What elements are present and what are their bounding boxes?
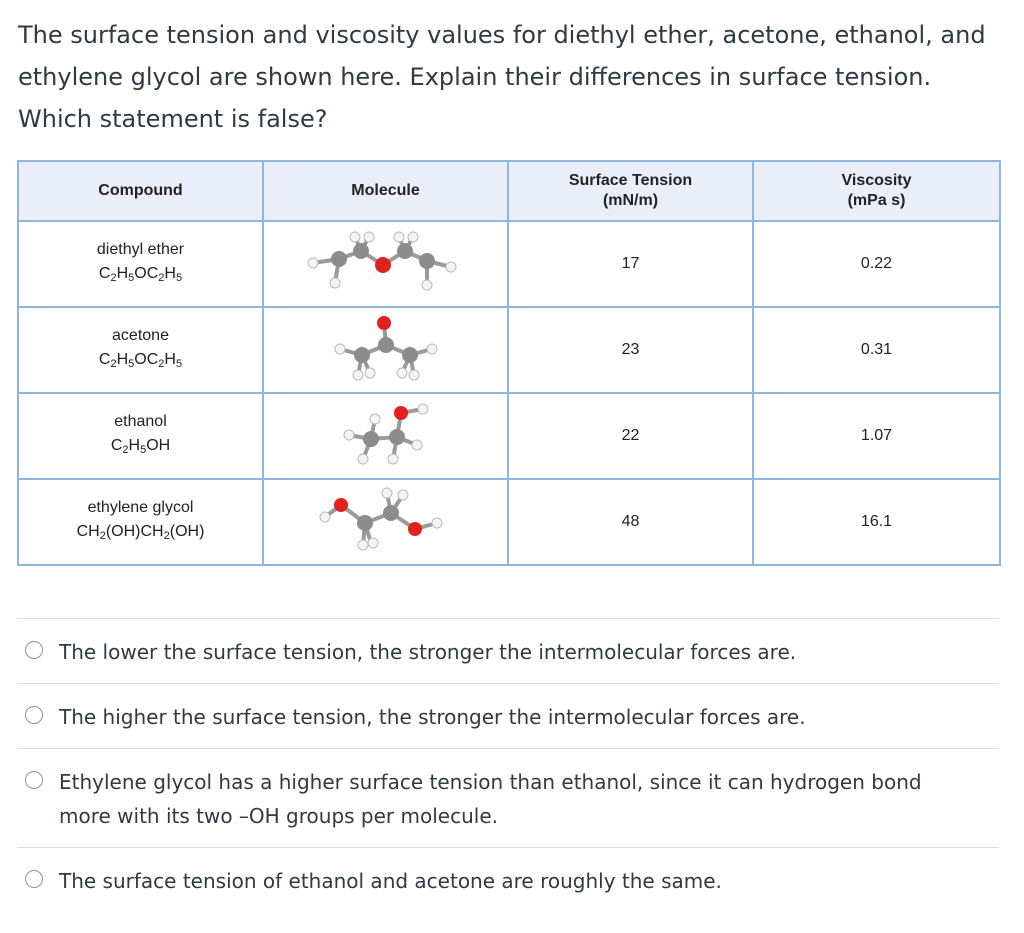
header-compound: Compound: [18, 161, 263, 221]
radio-button[interactable]: [25, 641, 43, 659]
molecule-cell: [263, 479, 508, 565]
acetone-molecule-icon: [326, 315, 446, 385]
compound-name: diethyl ether: [96, 241, 185, 258]
compound-formula: $C_2H_5OC_2H_5$: [98, 265, 183, 284]
diethyl-ether-molecule-icon: [301, 231, 471, 297]
header-surface-tension-label: Surface Tension: [568, 172, 693, 189]
compound-name: ethanol: [114, 413, 167, 430]
header-molecule: Molecule: [263, 161, 508, 221]
header-viscosity: [753, 161, 1000, 221]
compound-cell: [18, 479, 263, 565]
ethylene-glycol-molecule-icon: [311, 487, 461, 557]
answer-options: [17, 618, 999, 912]
compound-formula: $CH_2(OH)CH_2(OH)$: [76, 523, 205, 542]
answer-option-2[interactable]: [17, 684, 999, 749]
viscosity-cell: 0.31: [753, 307, 1000, 393]
radio-button[interactable]: [25, 706, 43, 724]
header-viscosity-label: Viscosity: [841, 172, 912, 189]
question-text: The surface tension and viscosity values for diethyl ether, acetone, ethanol, and ethylene glycol are shown here. Explain their differences in surface tension. Which statement is false?: [18, 21, 986, 133]
answer-option-1[interactable]: [17, 619, 999, 684]
molecule-cell: [263, 393, 508, 479]
answer-text: The higher the surface tension, the stronger the intermolecular forces are.: [59, 705, 806, 729]
surface-tension-cell: 17: [508, 221, 753, 307]
answer-option-4[interactable]: [17, 848, 999, 912]
table-row: [18, 479, 1000, 565]
header-surface-tension: [508, 161, 753, 221]
data-table: [17, 160, 999, 566]
answer-option-3[interactable]: [17, 749, 999, 848]
table-row: [18, 307, 1000, 393]
compound-name: acetone: [112, 327, 169, 344]
radio-button[interactable]: [25, 771, 43, 789]
compound-formula: $C_2H_5OC_2H_5$: [98, 351, 183, 370]
molecule-cell: [263, 221, 508, 307]
header-surface-tension-unit: (mN/m): [602, 192, 659, 209]
answer-text: The surface tension of ethanol and acetone are roughly the same.: [59, 869, 722, 893]
compound-cell: [18, 307, 263, 393]
molecule-cell: [263, 307, 508, 393]
compound-cell: [18, 221, 263, 307]
compound-name: ethylene glycol: [87, 499, 194, 516]
table-row: [18, 221, 1000, 307]
viscosity-cell: 16.1: [753, 479, 1000, 565]
compound-cell: [18, 393, 263, 479]
surface-tension-cell: 22: [508, 393, 753, 479]
answer-text: The lower the surface tension, the stronger the intermolecular forces are.: [59, 640, 797, 664]
table-header-row: [18, 161, 1000, 221]
table-row: [18, 393, 1000, 479]
viscosity-cell: 0.22: [753, 221, 1000, 307]
viscosity-cell: 1.07: [753, 393, 1000, 479]
compound-formula: $C_2H_5OH$: [110, 437, 171, 456]
ethanol-molecule-icon: [331, 401, 441, 471]
answer-text: Ethylene glycol has a higher surface tension than ethanol, since it can hydrogen bond more with its two –OH groups per molecule.: [59, 770, 922, 828]
header-viscosity-unit: (mPa s): [847, 192, 906, 209]
surface-tension-cell: 23: [508, 307, 753, 393]
surface-tension-cell: 48: [508, 479, 753, 565]
radio-button[interactable]: [25, 870, 43, 888]
